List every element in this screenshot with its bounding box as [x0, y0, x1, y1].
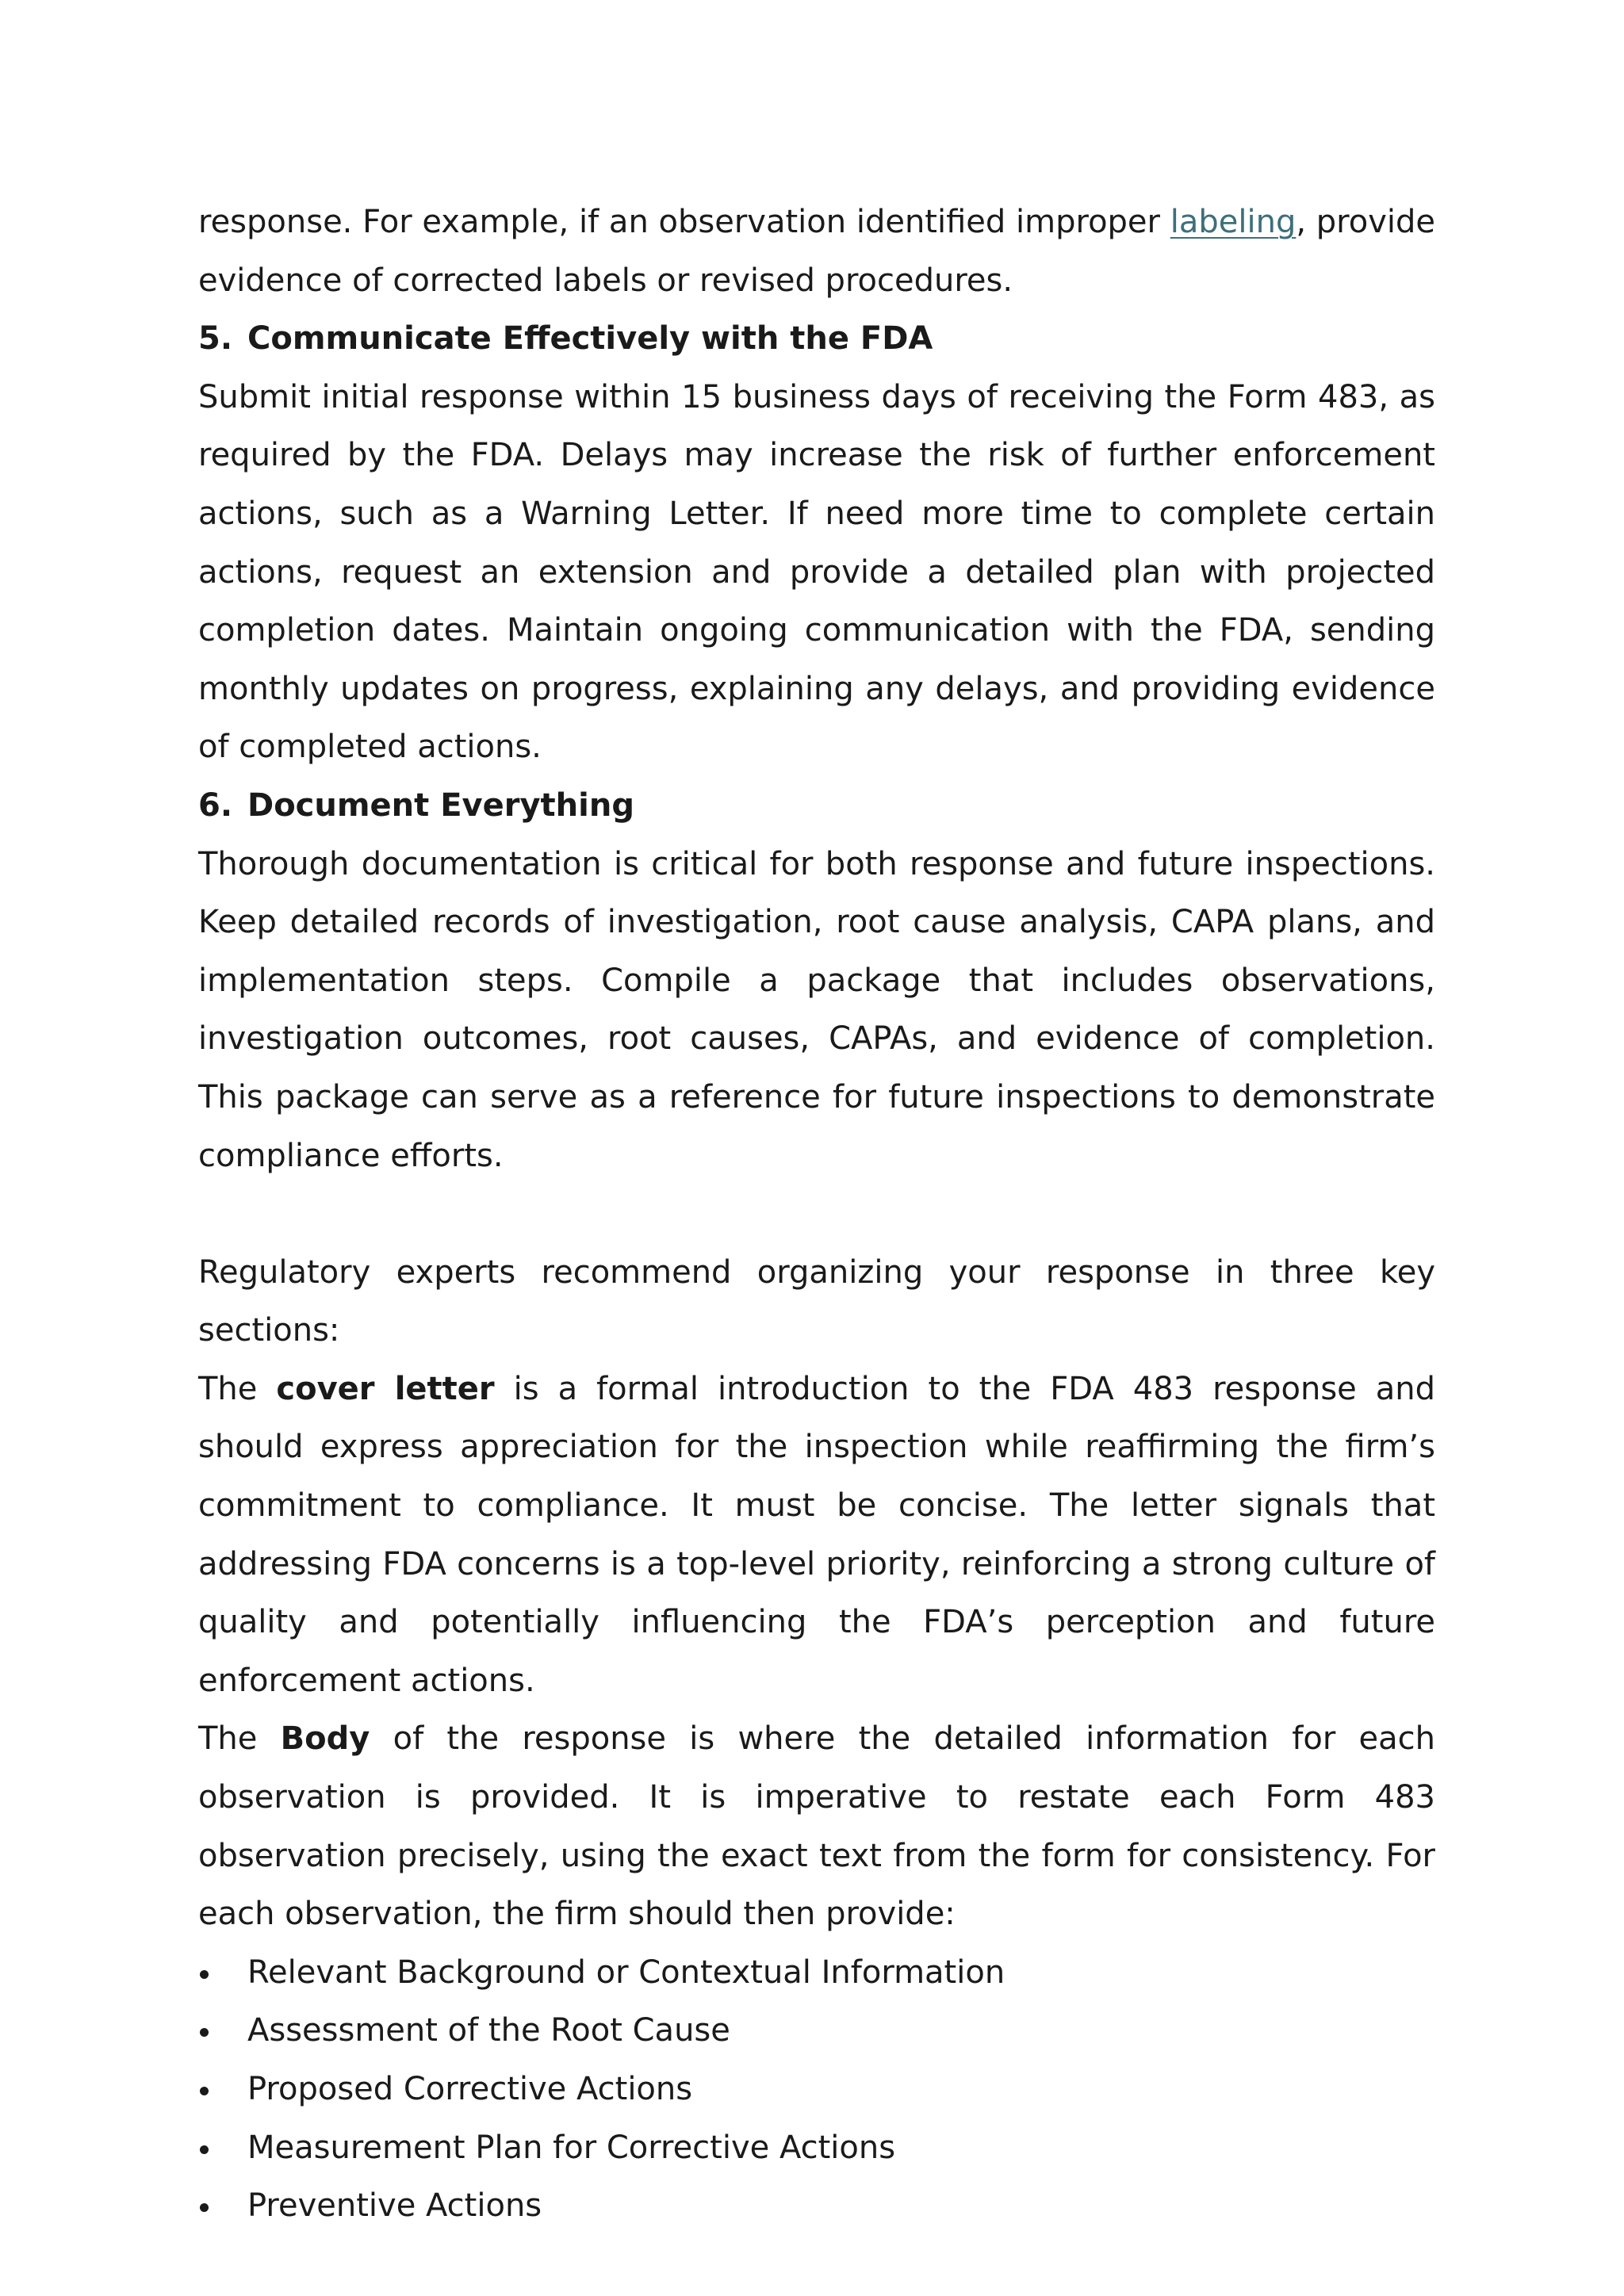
intro-text-after-link: , provide evidence of corrected labels or revised procedures. — [198, 204, 1435, 299]
section-6-body: Thorough documentation is critical for both response and future inspections. Keep detailed records of investigation, root cause analysis, CAPA plans, and implementation steps. Compile a package that includes observations, investigation outcomes, root causes, CAPAs, and evidence of completion. This package can serve as a reference for future inspections to demonstrate compliance efforts. — [198, 845, 1435, 1174]
section-6-title: Document Everything — [247, 786, 634, 824]
section-6-heading — [198, 777, 1435, 836]
bullet-icon — [198, 2061, 247, 2119]
list-item-text: Proposed Corrective Actions — [247, 2071, 693, 2107]
cover-letter-lead: The — [198, 1370, 277, 1407]
intro-text-before-link: response. For example, if an observation identified improper — [198, 204, 1170, 240]
section-5-body: Submit initial response within 15 business days of receiving the Form 483, as required by the FDA. Delays may increase the risk of further enforcement actions, such as a Warning Letter. If need more time to complete certain actions, request an extension and provide a detailed plan with projected completion dates. Maintain ongoing communication with the FDA, sending monthly updates on progress, explaining any delays, and providing evidence of completed actions. — [198, 378, 1435, 766]
list-item — [198, 2061, 1435, 2119]
cover-letter-text: is a formal introduction to the FDA 483 response and should express appreciation for the inspection while reaffirming the firm’s commitment to compliance. It must be concise. The letter signals that addressing FDA concerns is a top-level priority, reinforcing a strong culture of quality and potentially influencing the FDA’s perception and future enforcement actions. — [198, 1370, 1436, 1699]
bullet-icon — [198, 2002, 247, 2061]
sections-intro: Regulatory experts recommend organizing your response in three key sections: — [198, 1253, 1435, 1349]
intro-paragraph — [198, 193, 1435, 310]
list-item — [198, 1944, 1435, 2003]
list-item — [198, 2002, 1435, 2061]
section-6-number: 6. — [198, 786, 233, 824]
list-item-text: Assessment of the Root Cause — [247, 2012, 730, 2049]
bullet-icon — [198, 1944, 247, 2003]
body-term: Body — [280, 1720, 370, 1758]
list-item — [198, 2119, 1435, 2178]
labeling-link[interactable]: labeling — [1170, 204, 1297, 240]
cover-letter-term: cover letter — [276, 1370, 495, 1407]
cover-letter-paragraph — [198, 1360, 1435, 1711]
section-5-heading — [198, 310, 1435, 369]
body-text: of the response is where the detailed information for each observation is provided. It is imperative to restate each Form 483 observation precisely, using the exact text from the form for consistency. For each observation, the firm should then provide: — [198, 1720, 1435, 1933]
section-5-number: 5. — [198, 320, 233, 358]
paragraph-spacer — [198, 1185, 1435, 1244]
list-item — [198, 2177, 1435, 2236]
list-item-text: Relevant Background or Contextual Information — [247, 1954, 1005, 1991]
bullet-icon — [198, 2119, 247, 2178]
bullet-icon — [198, 2177, 247, 2236]
list-item-text: Preventive Actions — [247, 2187, 542, 2225]
body-lead: The — [198, 1720, 281, 1758]
list-item-text: Measurement Plan for Corrective Actions — [247, 2129, 896, 2166]
body-paragraph — [198, 1710, 1435, 1943]
section-5-title: Communicate Effectively with the FDA — [247, 320, 933, 358]
document-page — [198, 193, 1435, 2236]
observation-elements-list — [198, 1944, 1435, 2236]
